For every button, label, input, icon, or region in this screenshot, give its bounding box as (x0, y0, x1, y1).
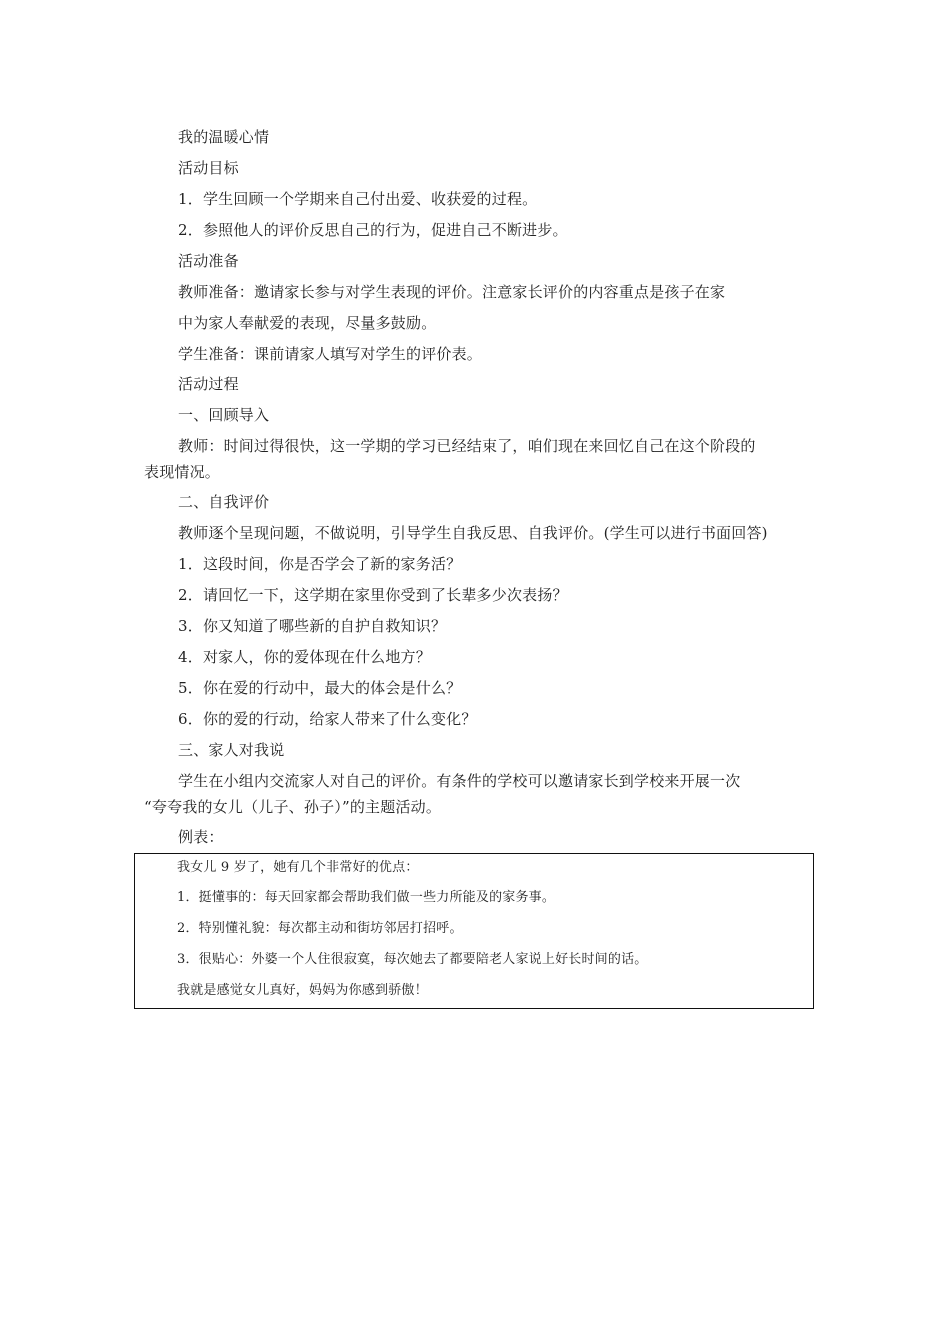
section-heading: 二、自我评价 (178, 493, 270, 511)
section-heading: 三、家人对我说 (178, 741, 285, 759)
section-heading: 一、回顾导入 (178, 406, 270, 424)
teacher-preparation: 教师准备：邀请家长参与对学生表现的评价。注意家长评价的内容重点是孩子在家 (178, 283, 726, 301)
question-item: 3．你又知道了哪些新的自护自救知识？ (178, 617, 447, 635)
goal-item: 1．学生回顾一个学期来自己付出爱、收获爱的过程。 (178, 190, 538, 208)
question-item: 1．这段时间，你是否学会了新的家务活？ (178, 555, 462, 573)
example-point: 3．很贴心：外婆一个人住很寂寞，每次她去了都要陪老人家说上好长时间的话。 (177, 952, 648, 967)
paragraph: 学生在小组内交流家人对自己的评价。有条件的学校可以邀请家长到学校来开展一次 (178, 772, 741, 790)
example-point: 1．挺懂事的：每天回家都会帮助我们做一些力所能及的家务事。 (177, 890, 556, 905)
question-item: 5．你在爱的行动中，最大的体会是什么？ (178, 679, 462, 697)
paragraph-continued: “夸夸我的女儿（儿子、孙子）”的主题活动。 (144, 798, 442, 816)
example-table (134, 853, 814, 1009)
question-item: 6．你的爱的行动，给家人带来了什么变化？ (178, 710, 477, 728)
question-item: 2．请回忆一下，这学期在家里你受到了长辈多少次表扬？ (178, 586, 568, 604)
example-intro: 我女儿 9 岁了，她有几个非常好的优点： (177, 860, 419, 875)
teacher-preparation-continued: 中为家人奉献爱的表现，尽量多鼓励。 (178, 314, 437, 332)
preparation-heading: 活动准备 (178, 252, 239, 270)
example-label: 例表： (178, 828, 224, 846)
paragraph: 教师：时间过得很快，这一学期的学习已经结束了，咱们现在来回忆自己在这个阶段的 (178, 437, 756, 455)
example-closing: 我就是感觉女儿真好，妈妈为你感到骄傲！ (177, 983, 428, 998)
document-title: 我的温暖心情 (178, 128, 270, 146)
paragraph-continued: 表现情况。 (144, 463, 221, 481)
question-item: 4．对家人，你的爱体现在什么地方？ (178, 648, 431, 666)
example-point: 2．特别懂礼貌：每次都主动和街坊邻居打招呼。 (177, 921, 463, 936)
goals-heading: 活动目标 (178, 159, 239, 177)
student-preparation: 学生准备：课前请家人填写对学生的评价表。 (178, 345, 483, 363)
paragraph: 教师逐个呈现问题，不做说明，引导学生自我反思、自我评价。(学生可以进行书面回答) (178, 524, 768, 542)
goal-item: 2．参照他人的评价反思自己的行为，促进自己不断进步。 (178, 221, 568, 239)
process-heading: 活动过程 (178, 375, 239, 393)
